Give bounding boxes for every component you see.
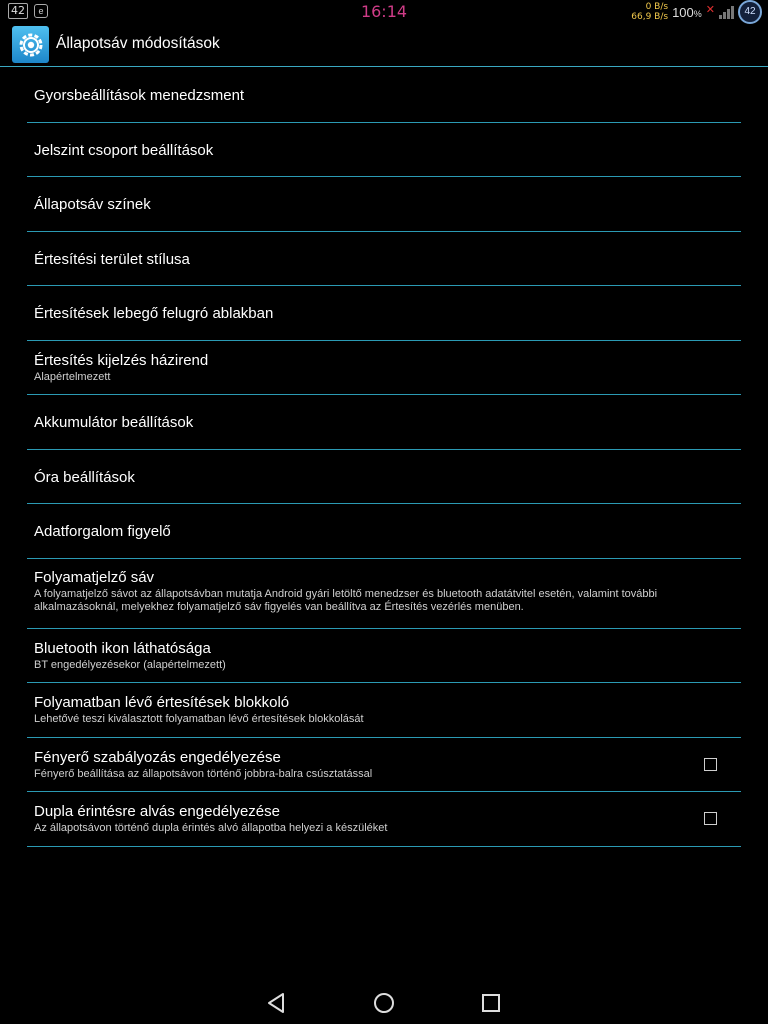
net-down-speed: 66,9 B/s [631, 12, 669, 22]
status-clock: 16:14 [360, 2, 408, 21]
pref-summary: BT engedélyezésekor (alapértelmezett) [34, 658, 226, 671]
pref-notification-policy[interactable] [27, 341, 741, 396]
double-tap-checkbox[interactable] [704, 812, 717, 825]
pref-statusbar-colors[interactable] [27, 177, 741, 232]
pref-title: Jelszint csoport beállítások [34, 141, 214, 159]
preference-list [27, 68, 741, 847]
pref-title: Értesítések lebegő felugró ablakban [34, 305, 274, 322]
page-title: Állapotsáv módosítások [56, 35, 220, 52]
pref-summary: Lehetővé teszi kiválasztott folyamatban lévő értesítések blokkolását [34, 713, 364, 725]
battery-unit: % [693, 8, 702, 19]
pref-summary: Az állapotsávon történő dupla érintés alvó állapotba helyezi a készüléket [34, 822, 388, 834]
pref-title: Értesítés kijelzés házirend [34, 351, 209, 369]
pref-data-monitor[interactable] [27, 504, 741, 559]
back-icon[interactable] [265, 992, 287, 1014]
pref-battery-settings[interactable] [27, 395, 741, 450]
pref-title: Dupla érintésre alvás engedélyezése [34, 803, 280, 820]
action-bar [0, 24, 768, 67]
pref-summary: A folyamatjelző sávot az állapotsávban mutatja Android gyári letöltő menedzser és bluetooth adatátvitel esetén, valamint további alkalmazásoknál, melyekhez folyamatjelző sáv figyelés van beállítva az Értesítés vezérlés menüben. [34, 587, 658, 613]
pref-brightness-control[interactable] [27, 738, 741, 793]
pref-title: Adatforgalom figyelő [34, 523, 171, 540]
pref-double-tap-sleep[interactable] [27, 792, 741, 847]
e-notification-icon: e [34, 4, 48, 18]
pref-ongoing-blocker[interactable] [27, 683, 741, 738]
navigation-bar [0, 976, 768, 1024]
pref-title: Akkumulátor beállítások [34, 414, 194, 431]
pref-title: Folyamatjelző sáv [34, 568, 155, 586]
home-icon[interactable] [373, 992, 395, 1014]
net-up-speed: 0 B/s [645, 2, 669, 12]
pref-title: Értesítési terület stílusa [34, 250, 190, 268]
pref-clock-settings[interactable] [27, 450, 741, 505]
pref-title: Gyorsbeállítások menedzsment [34, 87, 245, 104]
recents-icon[interactable] [480, 992, 502, 1014]
pref-notification-area-style[interactable] [27, 232, 741, 287]
battery-level [672, 5, 702, 20]
pref-progress-bar[interactable] [27, 559, 741, 629]
status-right [631, 0, 762, 24]
pref-summary: Fényerő beállítása az állapotsávon történő jobbra-balra csúsztatással [34, 767, 373, 780]
notification-count-icon: 42 [8, 3, 28, 19]
no-signal-x-icon: ✕ [705, 3, 715, 16]
pref-summary: Alapértelmezett [34, 370, 111, 383]
pref-title: Fényerő szabályozás engedélyezése [34, 748, 281, 766]
pref-title: Óra beállítások [34, 468, 135, 486]
signal-strength-icon [719, 5, 734, 19]
pref-title: Állapotsáv színek [34, 196, 151, 213]
battery-percent: 100 [672, 4, 694, 20]
brightness-checkbox[interactable] [704, 758, 717, 771]
network-speed [631, 2, 668, 22]
pref-floating-popup[interactable] [27, 286, 741, 341]
pref-quick-settings[interactable] [27, 68, 741, 123]
pref-title: Bluetooth ikon láthatósága [34, 639, 211, 657]
gear-icon[interactable] [12, 26, 49, 63]
circle-badge-icon: 42 [738, 0, 762, 24]
pref-bluetooth-icon[interactable] [27, 629, 741, 684]
pref-title: Folyamatban lévő értesítések blokkoló [34, 694, 290, 711]
status-bar [0, 0, 768, 24]
pref-signal-group[interactable] [27, 123, 741, 178]
